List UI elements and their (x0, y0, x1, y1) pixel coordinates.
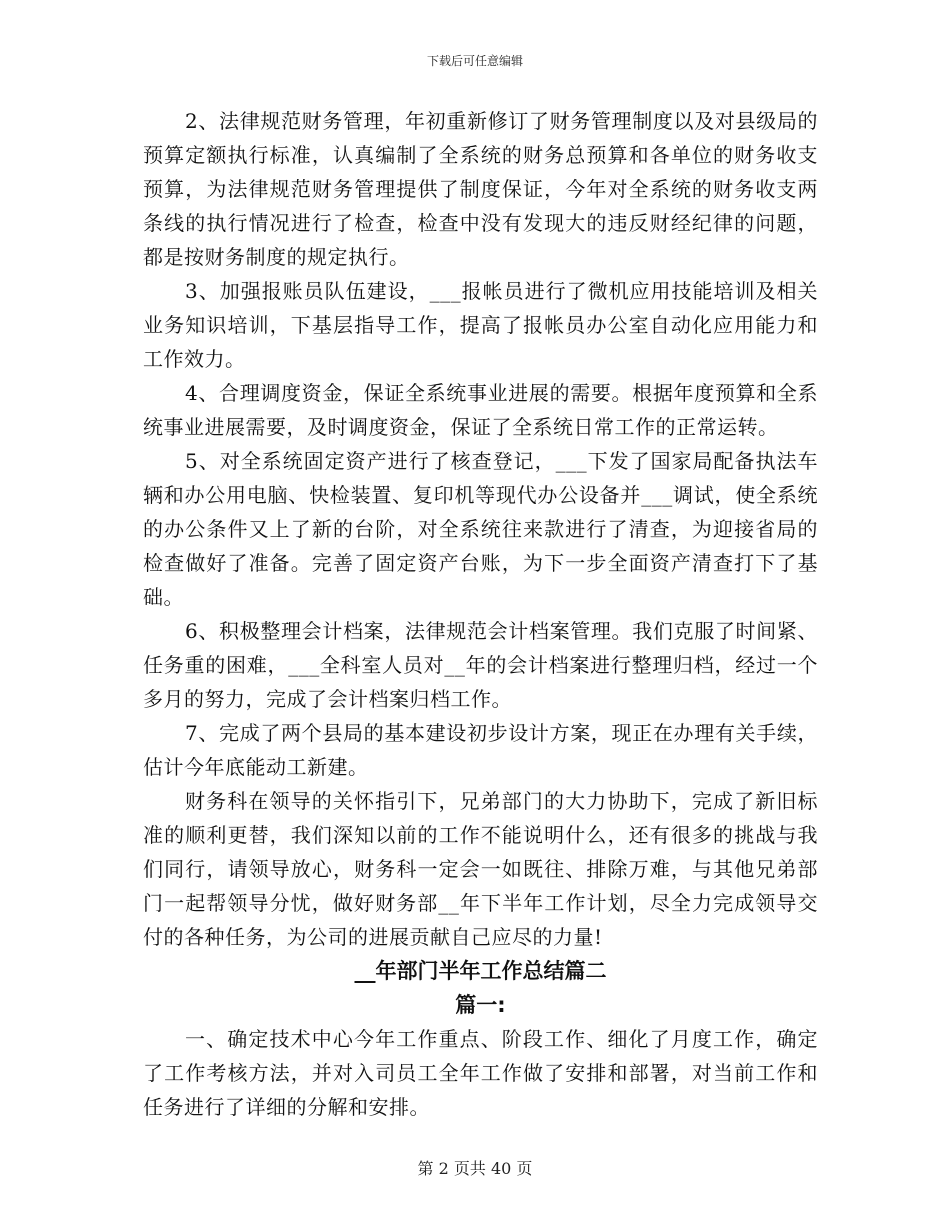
section-paragraph-1: 一、确定技术中心今年工作重点、阶段工作、细化了月度工作，确定了工作考核方法，并对入司员工全年工作做了安排和部署，对当前工作和任务进行了详细的分解和安排。 (143, 1027, 818, 1119)
page-header-note: 下载后可任意编辑 (426, 54, 523, 68)
paragraph-item-6: 6、积极整理会计档案，法律规范会计档案管理。我们克服了时间紧、任务重的困难，___全科室人员对__年的会计档案进行整理归档，经过一个多月的努力，完成了会计档案归档工作。 (143, 619, 818, 711)
paragraph-item-7: 7、完成了两个县局的基本建设初步设计方案，现正在办理有关手续，估计今年底能动工新建。 (143, 721, 818, 779)
paragraph-item-2: 2、法律规范财务管理，年初重新修订了财务管理制度以及对县级局的预算定额执行标准，认真编制了全系统的财务总预算和各单位的财务收支预算，为法律规范财务管理提供了制度保证，今年对全系统的财务收支两条线的执行情况进行了检查，检查中没有发现大的违反财经纪律的问题，都是按财务制度的规定执行。 (143, 109, 818, 269)
paragraph-item-5: 5、对全系统固定资产进行了核查登记，___下发了国家局配备执法车辆和办公用电脑、快检装置、复印机等现代办公设备并___调试，使全系统的办公条件又上了新的台阶，对全系统往来款进行了清查，为迎接省局的检查做好了准备。完善了固定资产台账，为下一步全面资产清查打下了基础。 (143, 449, 818, 609)
paragraph-item-3: 3、加强报账员队伍建设，___报帐员进行了微机应用技能培训及相关业务知识培训，下基层指导工作，提高了报帐员办公室自动化应用能力和工作效力。 (143, 279, 818, 371)
section-subtitle: 篇一: (455, 993, 506, 1017)
page-number: 第 2 页共 40 页 (417, 1159, 533, 1178)
paragraph-summary: 财务科在领导的关怀指引下，兄弟部门的大力协助下，完成了新旧标准的顺利更替，我们深知以前的工作不能说明什么，还有很多的挑战与我们同行，请领导放心，财务科一定会一如既往、排除万难，与其他兄弟部门一起帮领导分忧，做好财务部__年下半年工作计划，尽全力完成领导交付的各种任务，为公司的进展贡献自己应尽的力量! (143, 789, 818, 949)
document-body (143, 104, 818, 1124)
section-title: __年部门半年工作总结篇二 (354, 959, 607, 983)
paragraph-item-4: 4、合理调度资金，保证全系统事业进展的需要。根据年度预算和全系统事业进展需要，及时调度资金，保证了全系统日常工作的正常运转。 (143, 381, 818, 439)
